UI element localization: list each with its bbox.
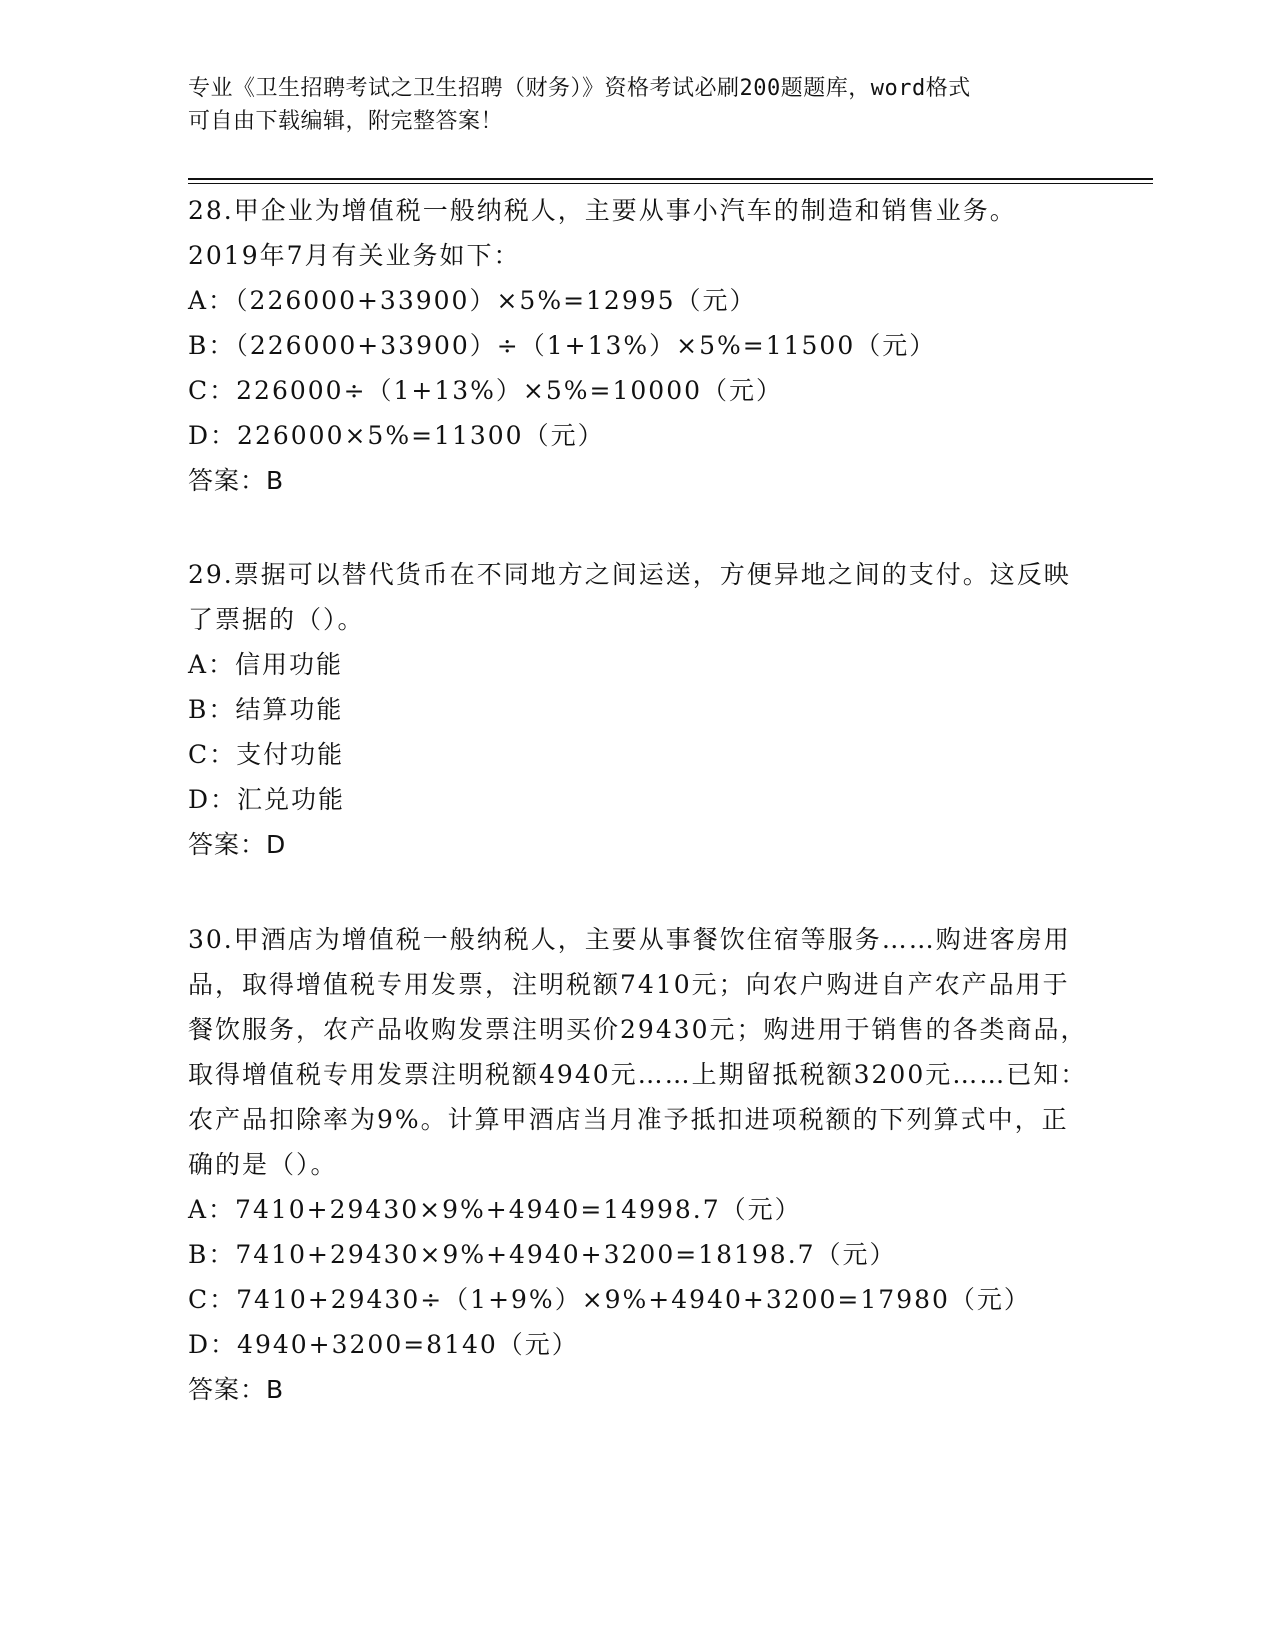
option-a: A：信用功能 xyxy=(188,650,344,679)
answer-label: 答案：B xyxy=(188,466,285,495)
header-divider-thick xyxy=(188,178,1153,180)
option-a: A：7410+29430×9%+4940=14998.7（元） xyxy=(188,1195,802,1224)
header-line-2: 可自由下载编辑，附完整答案！ xyxy=(188,109,504,134)
option-b: B：7410+29430×9%+4940+3200=18198.7（元） xyxy=(188,1240,897,1269)
option-c: C：7410+29430÷（1+9%）×9%+4940+3200=17980（元） xyxy=(188,1285,1031,1314)
option-c: C：支付功能 xyxy=(188,740,345,769)
option-b: B：（226000+33900）÷（1+13%）×5%=11500（元） xyxy=(188,331,937,360)
question-30 xyxy=(188,917,1088,1412)
option-d: D：4940+3200=8140（元） xyxy=(188,1330,579,1359)
option-d: D：226000×5%=11300（元） xyxy=(188,421,605,450)
option-a: A：（226000+33900）×5%=12995（元） xyxy=(188,286,757,315)
header-line-1: 专业《卫生招聘考试之卫生招聘（财务）》资格考试必刷200题题库，word格式 xyxy=(188,76,971,101)
question-text: 28.甲企业为增值税一般纳税人，主要从事小汽车的制造和销售业务。2019年7月有关业务如下： xyxy=(188,196,1017,270)
option-b: B：结算功能 xyxy=(188,695,344,724)
option-d: D：汇兑功能 xyxy=(188,785,346,814)
question-text: 30.甲酒店为增值税一般纳税人，主要从事餐饮住宿等服务……购进客房用品，取得增值税专用发票，注明税额7410元；向农户购进自产农产品用于餐饮服务，农产品收购发票注明买价29430元；购进用于销售的各类商品，取得增值税专用发票注明税额4940元……上期留抵税额3200元……已知：农产品扣除率为9%。计算甲酒店当月准予抵扣进项税额的下列算式中，正确的是（）。 xyxy=(188,925,1088,1179)
question-29 xyxy=(188,552,1088,867)
question-28 xyxy=(188,188,1088,503)
question-text: 29.票据可以替代货币在不同地方之间运送，方便异地之间的支付。这反映了票据的（）。 xyxy=(188,560,1071,634)
header-divider-thin xyxy=(188,183,1153,184)
answer-label: 答案：B xyxy=(188,1375,285,1404)
answer-label: 答案：D xyxy=(188,830,287,859)
document-header xyxy=(188,72,1088,138)
option-c: C：226000÷（1+13%）×5%=10000（元） xyxy=(188,376,784,405)
